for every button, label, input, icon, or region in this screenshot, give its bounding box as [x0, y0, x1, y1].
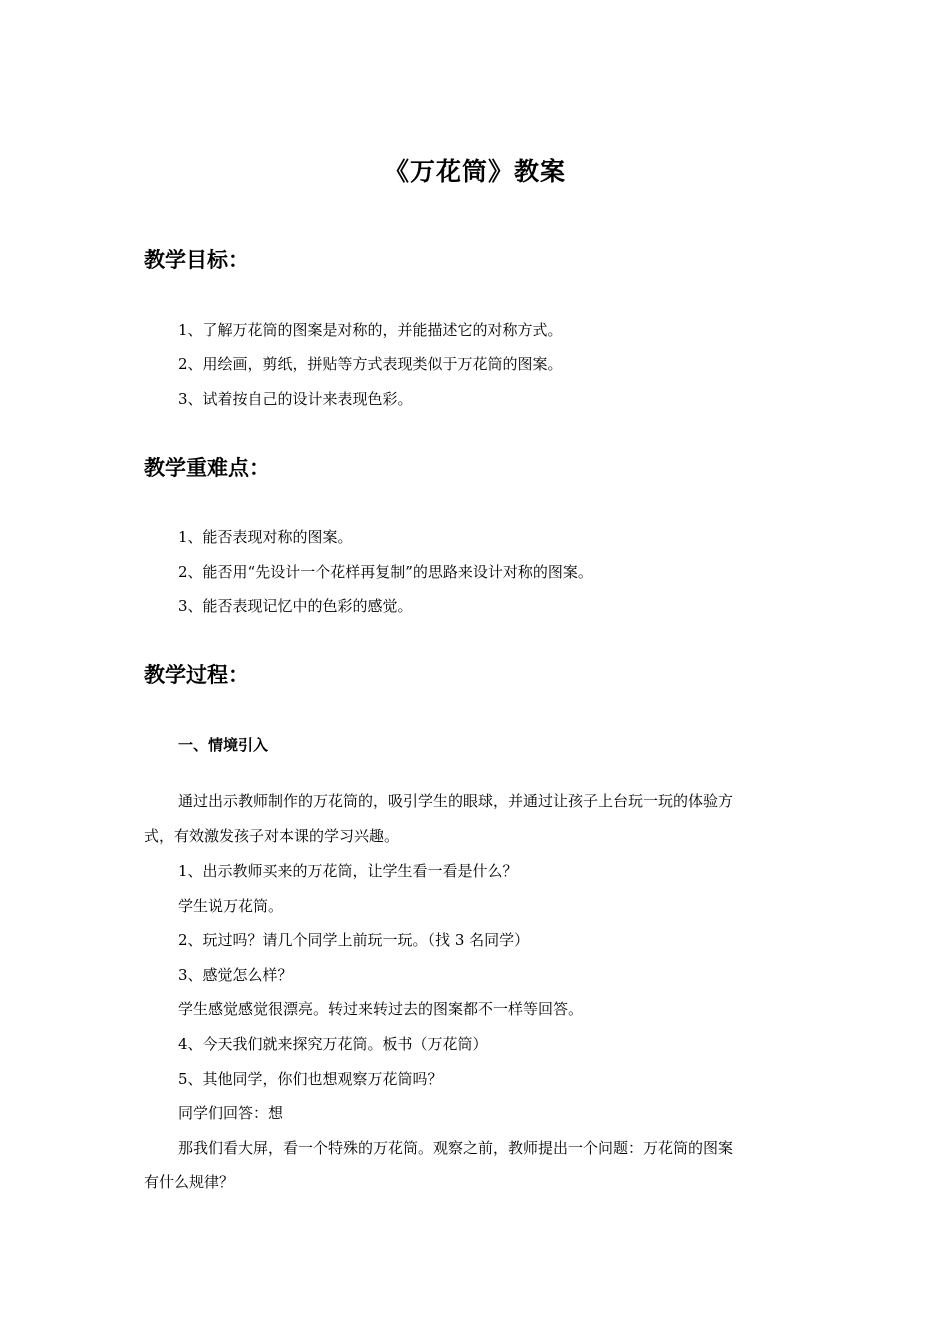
process-line: 1、出示教师买来的万花筒，让学生看一看是什么？: [178, 862, 518, 880]
process-subheading: 一、情境引入: [178, 736, 269, 754]
process-line: 同学们回答：想: [178, 1104, 284, 1122]
process-paragraph-line: 式，有效激发孩子对本课的学习兴趣。: [144, 827, 400, 845]
process-paragraph-line: 那我们看大屏，看一个特殊的万花筒。观察之前，教师提出一个问题：万花筒的图案: [178, 1139, 734, 1157]
key-point-item: 3、能否表现记忆中的色彩的感觉。: [178, 597, 413, 615]
key-point-item: 1、能否表现对称的图案。: [178, 528, 353, 546]
key-points-heading: 教学重难点：: [144, 456, 270, 480]
objective-item: 3、试着按自己的设计来表现色彩。: [178, 390, 413, 408]
process-line: 学生感觉感觉很漂亮。转过来转过去的图案都不一样等回答。: [178, 1000, 584, 1018]
process-line: 2、玩过吗？请几个同学上前玩一玩。（找 3 名同学）: [178, 931, 530, 949]
process-paragraph-line: 有什么规律？: [144, 1173, 235, 1191]
objective-item: 1、了解万花筒的图案是对称的，并能描述它的对称方式。: [178, 321, 563, 339]
process-line: 3、感觉怎么样？: [178, 966, 293, 984]
process-line: 4、今天我们就来探究万花筒。板书（万花筒）: [178, 1035, 488, 1053]
objectives-heading: 教学目标：: [144, 248, 249, 272]
process-line: 5、其他同学，你们也想观察万花筒吗？: [178, 1070, 443, 1088]
key-point-item: 2、能否用“先设计一个花样再复制”的思路来设计对称的图案。: [178, 563, 593, 581]
document-title: 《万花筒》教案: [383, 157, 566, 186]
process-heading: 教学过程：: [144, 663, 249, 687]
process-paragraph-line: 通过出示教师制作的万花筒的，吸引学生的眼球，并通过让孩子上台玩一玩的体验方: [178, 792, 734, 810]
objective-item: 2、用绘画，剪纸，拼贴等方式表现类似于万花筒的图案。: [178, 355, 563, 373]
process-line: 学生说万花筒。: [178, 897, 284, 915]
